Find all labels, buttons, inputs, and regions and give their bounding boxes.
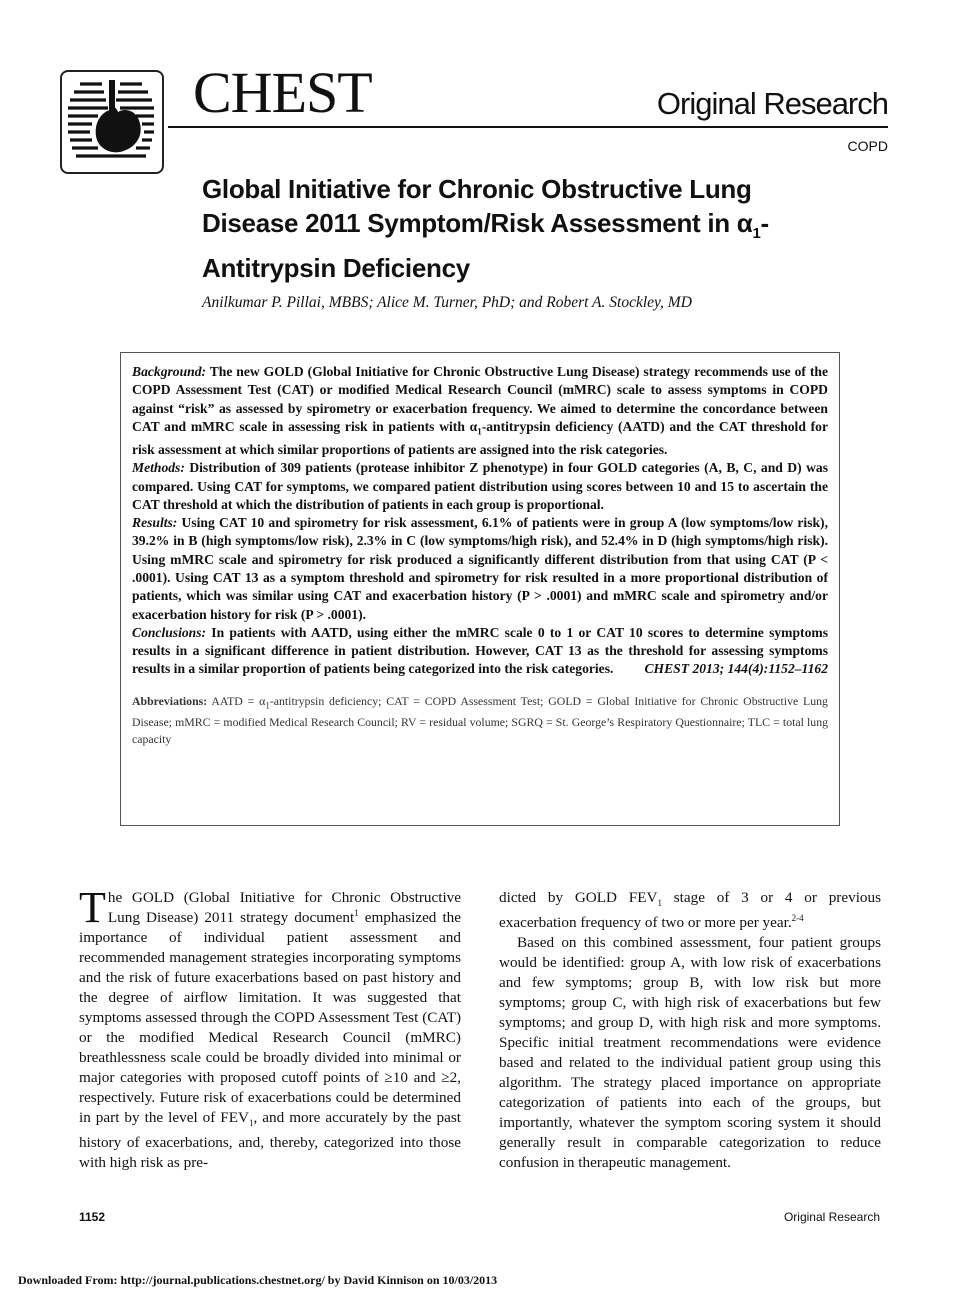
lungs-heart-icon — [62, 72, 162, 172]
section-label: Original Research — [656, 86, 888, 121]
journal-name: CHEST — [193, 60, 372, 125]
body-paragraph: Based on this combined assessment, four patient groups would be identified: group A, with low risk of exacerbations and few symptoms; group B, with low risk but more symptoms; group C, with high risk of exacerbations but few symptoms; and group D, with high risk and more symptoms. Specific initial treatment recommendations were evidence based and related to the individual patient group using this algorithm. The strategy placed importance on appropriate categorization of patients into each of the groups, but importantly, whatever the symptom scoring system it should generally result in comparable categorization to reduce confusion in therapeutic management. — [499, 934, 881, 1172]
topic-label: COPD — [847, 138, 888, 154]
body-paragraph: dicted by GOLD $FEV_1$ stage of 3 or 4 or previous exacerbation frequency of two or more per year.$^{2-4}$ — [499, 889, 882, 932]
journal-logo — [60, 70, 164, 174]
abstract-box — [120, 352, 840, 826]
body-paragraph: The GOLD (Global Initiative for Chronic Obstructive Lung Disease) 2011 strategy document$^1$ emphasized the importance of individual patient assessment and recommended management strategies incorporating symptoms and the risk of future exacerbations based on past history and the degree of airflow limitation. It was suggested that symptoms assessed through the COPD Assessment Test (CAT) or the modified Medical Research Council (mMRC) breathlessness scale could be broadly divided into minimal or major categories with proposed cutoff points of ≥10 and ≥2, respectively. Future risk of exacerbations could be determined in part by the level of $FEV_1$, and more accurately by the past history of exacerbations, and, thereby, categorized into those with high risk as pre- — [79, 883, 461, 1172]
abbreviations: Abbreviations: AATD = $\alpha_1$-antitrypsin deficiency; CAT = COPD Assessment Test; GOLD = Global Initiative for Chronic Obstructive Lung Disease; mMRC = modified Medical Research Council; RV = residual volume; SGRQ = St. George’s Respiratory Questionnaire; TLC = total lung capacity — [132, 693, 828, 747]
citation: CHEST 2013; 144(4):1152–1162 — [644, 661, 828, 677]
body-column-right — [499, 888, 881, 1173]
abstract-background: Background: The new GOLD (Global Initiative for Chronic Obstructive Lung Disease) strategy recommends use of the COPD Assessment Test (CAT) or modified Medical Research Council (mMRC) scale to assess symptoms in COPD against “risk” as assessed by spirometry or exacerbation frequency. We aimed to determine the concordance between CAT and mMRC scale in assessing risk in patients with $\alpha_1$-antitrypsin deficiency (AATD) and the CAT threshold for risk assessment at which similar proportions of patients are assigned into the risk categories. — [132, 364, 828, 457]
body-column-left — [79, 883, 461, 1173]
author-list: Anilkumar P. Pillai, MBBS; Alice M. Turner, PhD; and Robert A. Stockley, MD — [202, 294, 692, 311]
running-footer: Original Research — [783, 1210, 880, 1224]
drop-cap: T — [79, 883, 106, 932]
abstract-results: Results: Using CAT 10 and spirometry for risk assessment, 6.1% of patients were in group A (low symptoms/low risk), 39.2% in B (high symptoms/low risk), 2.3% in C (low symptoms/high risk), and 52.4% in D (high symptoms/high risk). Using mMRC scale and spirometry for risk produced a significantly different distribution from that using CAT (P < .0001). Using CAT 13 as a symptom threshold and spirometry for risk resulted in a more proportional distribution of patients, which was similar using CAT and exacerbation history (P > .0001) and mMRC scale and spirometry and/or exacerbation history for risk (P > .0001). — [132, 515, 828, 622]
abstract-conclusions: Conclusions: In patients with AATD, using either the mMRC scale 0 to 1 or CAT 10 scores to determine symptoms results in a significant difference in patient distribution. However, CAT 13 as the threshold for assessing symptoms results in a similar proportion of patients being categorized into the risk categories. CHEST 2013; 144(4):1152–1162 — [132, 624, 828, 679]
abstract-methods: Methods: Distribution of 309 patients (protease inhibitor Z phenotype) in four GOLD categories (A, B, C, and D) was compared. Using CAT for symptoms, we compared patient distribution using scores between 10 and 15 to ascertain the CAT threshold at which the distribution of patients in each group is proportional. — [132, 460, 828, 512]
page-number: 1152 — [79, 1210, 106, 1224]
article-title: Global Initiative for Chronic Obstructive Lung Disease 2011 Symptom/Risk Assessment in $\alpha_1$-Antitrypsin Deficiency — [202, 174, 769, 284]
header-rule — [168, 126, 888, 128]
download-notice[interactable]: Downloaded From: http://journal.publications.chestnet.org/ by David Kinnison on 10/03/2013 — [18, 1273, 498, 1287]
reference-link[interactable]: 2-4 — [791, 912, 804, 923]
reference-link[interactable]: 1 — [354, 907, 359, 918]
